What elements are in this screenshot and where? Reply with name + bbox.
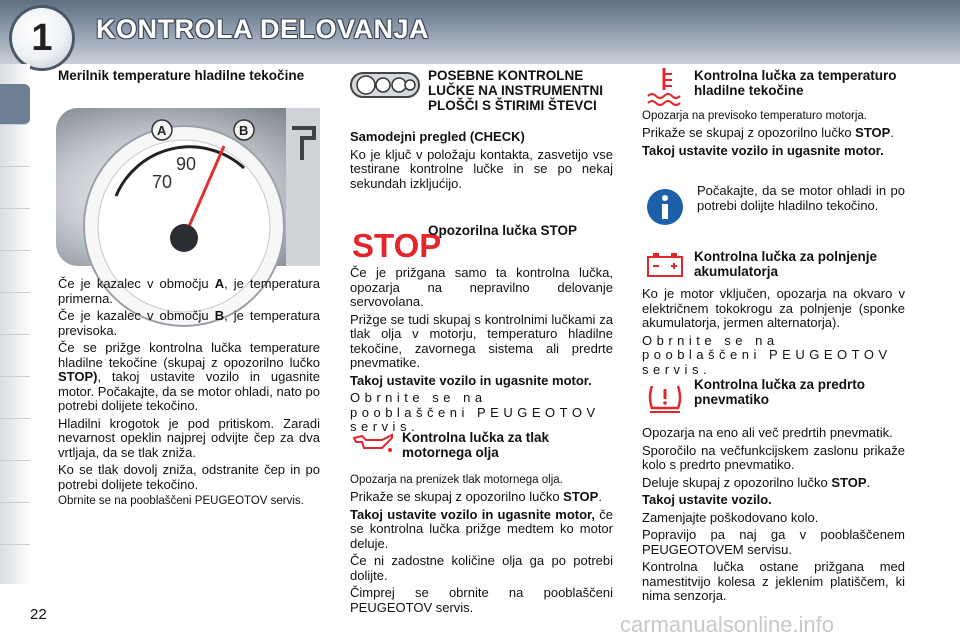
- paragraph: Kontrolna lučka ostane prižgana med namestitvijo kolesa z jeklenim platiščem, ki nima senzorja.: [642, 559, 905, 603]
- column-1: [58, 68, 320, 83]
- section-title-panel: [428, 68, 613, 113]
- battery-section-title: Kontrolna lučka za polnjenje akumulatorja: [694, 249, 878, 279]
- column-3-temp: [642, 110, 905, 161]
- side-tab[interactable]: [0, 336, 30, 377]
- paragraph: Prikaže se skupaj z opozorilno lučko STOP.: [642, 125, 894, 140]
- paragraph: Takoj ustavite vozilo.: [642, 492, 772, 507]
- column-2-check: [350, 130, 613, 194]
- paragraph: Prižge se tudi skupaj s kontrolnimi lučkami za tlak olja v motorju, temperaturo hladilne tekočine, zavornega sistema ali predrte pnevmatike.: [350, 311, 613, 370]
- oil-can-icon: [352, 430, 394, 454]
- column-2-oil: [350, 474, 613, 618]
- paragraph: Takoj ustavite vozilo in ugasnite motor.: [350, 372, 592, 388]
- info-icon: [646, 188, 684, 226]
- paragraph: Opozarja na eno ali več predrtih pnevmatik.: [642, 425, 893, 440]
- side-tab[interactable]: [0, 252, 30, 293]
- paragraph: Obrnite se na pooblaščeni PEUGEOTOV servis.: [642, 332, 892, 377]
- paragraph: Takoj ustavite vozilo in ugasnite motor, če se kontrolna lučka prižge medtem ko motor deluje.: [350, 506, 613, 551]
- temp-section-title: Kontrolna lučka za temperaturo hladilne tekočine: [694, 68, 897, 98]
- instrument-panel-icon: [350, 70, 420, 100]
- column-3-battery: [642, 287, 905, 380]
- tyre-section-title: Kontrolna lučka za predrto pnevmatiko: [694, 377, 866, 407]
- section-title-special-lights: POSEBNE KONTROLNE LUČKE NA INSTRUMENTNI PLOŠČI S ŠTIRIMI ŠTEVCI: [428, 68, 603, 113]
- coolant-gauge-photo: [56, 108, 320, 266]
- svg-text:STOP: STOP: [352, 227, 442, 264]
- paragraph: Počakajte, da se motor ohladi in po potrebi dolijte hladilno tekočino.: [697, 183, 905, 213]
- oil-section-title: Kontrolna lučka za tlak motornega olja: [402, 430, 550, 460]
- gauge-zone-a-label: A: [157, 123, 167, 138]
- column-3-tyre: [642, 426, 905, 607]
- paragraph: Ko se tlak dovolj zniža, odstranite čep in po potrebi dolijete tekočino.: [58, 462, 320, 492]
- stop-section-title: Opozorilna lučka STOP: [428, 223, 578, 238]
- battery-icon: [646, 252, 684, 278]
- paragraph: Takoj ustavite vozilo in ugasnite motor.: [642, 142, 884, 158]
- flat-tyre-icon: [646, 380, 684, 416]
- section-title-coolant-gauge: Merilnik temperature hladilne tekočine: [58, 68, 305, 83]
- paragraph: Hladilni krogotok je pod pritiskom. Zaradi nevarnost opeklin najprej odvijte čep za dva vrtljaja, da se tlak zniža.: [58, 415, 320, 460]
- paragraph: Obrnite se na pooblaščeni PEUGEOTOV servis.: [58, 495, 304, 507]
- side-tab[interactable]: [0, 294, 30, 335]
- paragraph: Če je kazalec v območju B, je temperatura previsoka.: [58, 308, 320, 338]
- gauge-mark-70: 70: [152, 172, 173, 192]
- chapter-badge: 1: [12, 8, 72, 68]
- paragraph: Opozarja na prenizek tlak motornega olja.: [350, 474, 563, 486]
- paragraph: Če ni zadostne količine olja ga po potrebi dolijte.: [350, 553, 613, 583]
- paragraph: Opozarja na previsoko temperaturo motorja.: [642, 110, 867, 122]
- side-tab[interactable]: [0, 420, 30, 461]
- paragraph: Če je kazalec v območju A, je temperatura primerna.: [58, 276, 320, 306]
- gauge-illustration: [56, 108, 320, 266]
- check-title: Samodejni pregled (CHECK): [350, 129, 525, 144]
- page-title: KONTROLA DELOVANJA: [96, 14, 429, 44]
- paragraph: Sporočilo na večfunkcijskem zaslonu prikaže kolo s predrto pnevmatiko.: [642, 442, 905, 472]
- paragraph: Čimprej se obrnite na pooblaščeni PEUGEOTOV servis.: [350, 585, 613, 615]
- side-tab[interactable]: [0, 210, 30, 251]
- stop-warning-icon: [350, 227, 442, 264]
- paragraph: Deluje skupaj z opozorilno lučko STOP.: [642, 474, 871, 490]
- paragraph: Ko je ključ v položaju kontakta, zasvetijo vse testirane kontrolne lučke in se po nekaj sekundah izkljućijo.: [350, 146, 613, 191]
- gauge-mark-90: 90: [176, 154, 197, 174]
- paragraph: Če se prižge kontrolna lučka temperature hladilne tekočine (skupaj z opozorilno lučko STOP), takoj ustavite vozilo in ugasnite motor. Počakajte, da se motor ohladi, nato po potrebi dolijete tekočino.: [58, 340, 320, 413]
- paragraph: Popravijo pa naj ga v pooblaščenem PEUGEOTOVEM servisu.: [642, 527, 905, 557]
- paragraph: Če je prižgana samo ta kontrolna lučka, opozarja na nepravilno delovanje servovolana.: [350, 265, 613, 309]
- paragraph: Ko je motor vključen, opozarja na okvaro v električnem tokokrogu za polnjenje (sponke akumulatorja, jermen alternatorja).: [642, 286, 905, 330]
- column-1-body: [58, 277, 320, 511]
- paragraph: Zamenjajte poškodovano kolo.: [642, 509, 819, 525]
- side-tab[interactable]: [0, 504, 30, 545]
- side-tab[interactable]: [0, 126, 30, 167]
- side-tab[interactable]: [0, 462, 30, 503]
- side-tab[interactable]: [0, 168, 30, 209]
- paragraph: Prikaže se skupaj z opozorilno lučko STOP.: [350, 489, 602, 504]
- side-tab-active[interactable]: [0, 84, 30, 125]
- watermark: carmanualsonline.info: [620, 612, 835, 637]
- side-tab[interactable]: [0, 378, 30, 419]
- page-number: 22: [30, 606, 47, 623]
- paragraph: Obrnite se na pooblaščeni PEUGEOTOV servis.: [350, 390, 600, 434]
- gauge-zone-b-label: B: [239, 123, 249, 138]
- column-2-stop: [350, 266, 613, 438]
- coolant-temperature-icon: [646, 66, 682, 106]
- info-note: [697, 184, 905, 216]
